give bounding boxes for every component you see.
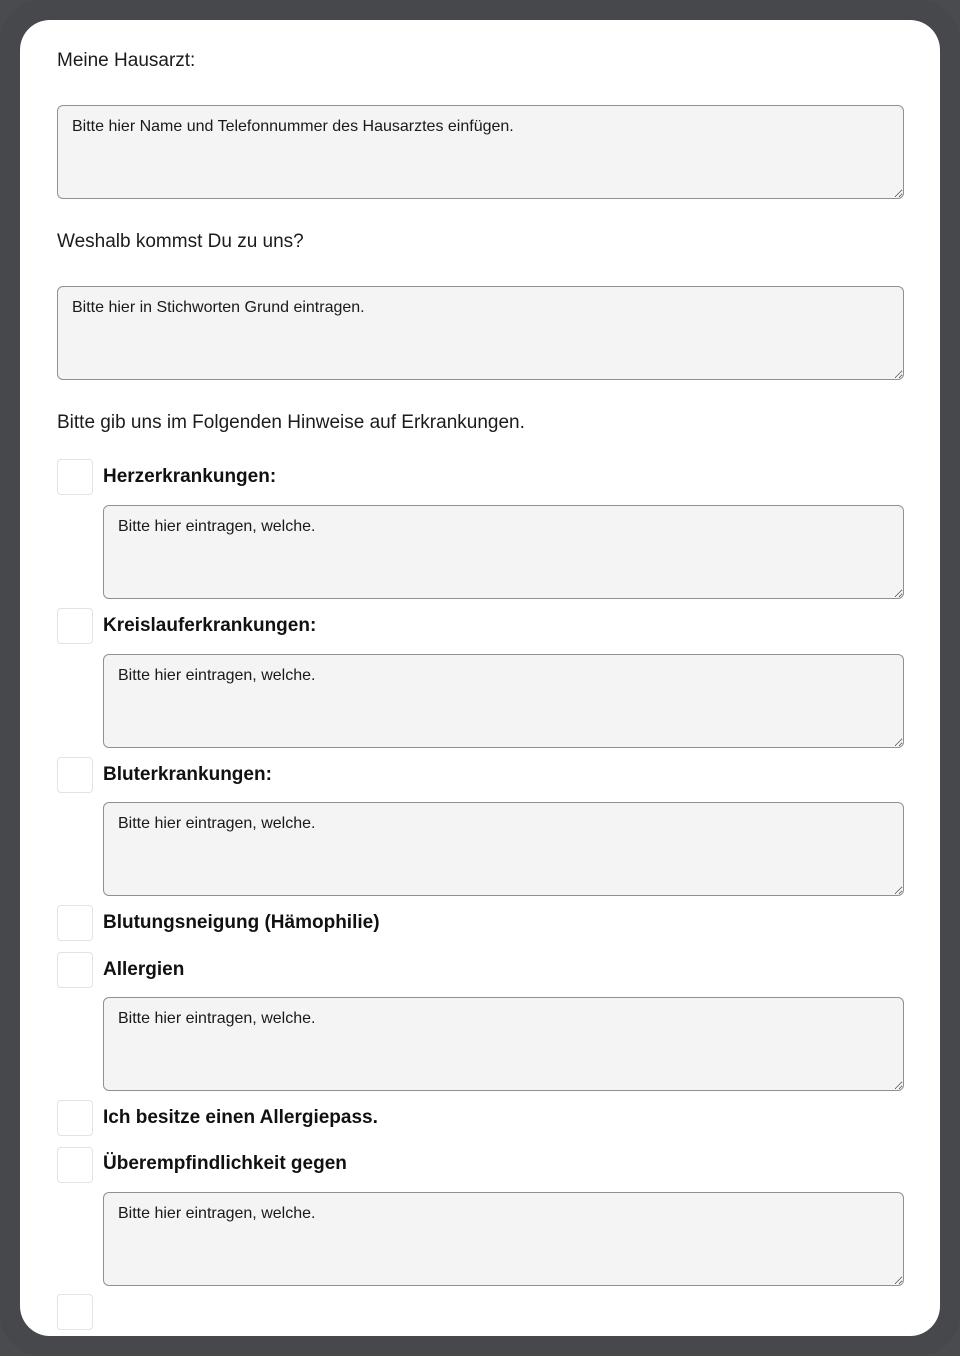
allergien-checkbox[interactable] bbox=[57, 952, 93, 988]
blutungsneigung-checkbox[interactable] bbox=[57, 905, 93, 941]
ueberempfindlichkeit-label: Überempfindlichkeit gegen bbox=[103, 1153, 347, 1174]
grund-textarea[interactable] bbox=[57, 286, 904, 380]
herzerkrankungen-checkbox[interactable] bbox=[57, 459, 93, 495]
herzerkrankungen-label: Herzerkrankungen: bbox=[103, 466, 277, 487]
allergien-textarea[interactable] bbox=[103, 997, 904, 1091]
hinweise-label: Bitte gib uns im Folgenden Hinweise auf Erkrankungen. bbox=[57, 412, 525, 433]
hausarzt-textarea[interactable] bbox=[57, 105, 904, 199]
allergiepass-checkbox[interactable] bbox=[57, 1100, 93, 1136]
ueberempfindlichkeit-textarea[interactable] bbox=[103, 1192, 904, 1286]
grund-label: Weshalb kommst Du zu uns? bbox=[57, 231, 304, 252]
hausarzt-label: Meine Hausarzt: bbox=[57, 50, 196, 71]
kreislauferkrankungen-label: Kreislauferkrankungen: bbox=[103, 615, 317, 636]
bluterkrankungen-checkbox[interactable] bbox=[57, 757, 93, 793]
allergien-label: Allergien bbox=[103, 959, 185, 980]
kreislauferkrankungen-checkbox[interactable] bbox=[57, 608, 93, 644]
blutungsneigung-label: Blutungsneigung (Hämophilie) bbox=[103, 912, 380, 933]
bluterkrankungen-label: Bluterkrankungen: bbox=[103, 764, 272, 785]
next-checkbox[interactable] bbox=[57, 1294, 93, 1330]
bluterkrankungen-textarea[interactable] bbox=[103, 802, 904, 896]
form-screen bbox=[20, 20, 940, 1336]
allergiepass-label: Ich besitze einen Allergiepass. bbox=[103, 1107, 378, 1128]
herzerkrankungen-textarea[interactable] bbox=[103, 505, 904, 599]
ueberempfindlichkeit-checkbox[interactable] bbox=[57, 1147, 93, 1183]
kreislauferkrankungen-textarea[interactable] bbox=[103, 654, 904, 748]
